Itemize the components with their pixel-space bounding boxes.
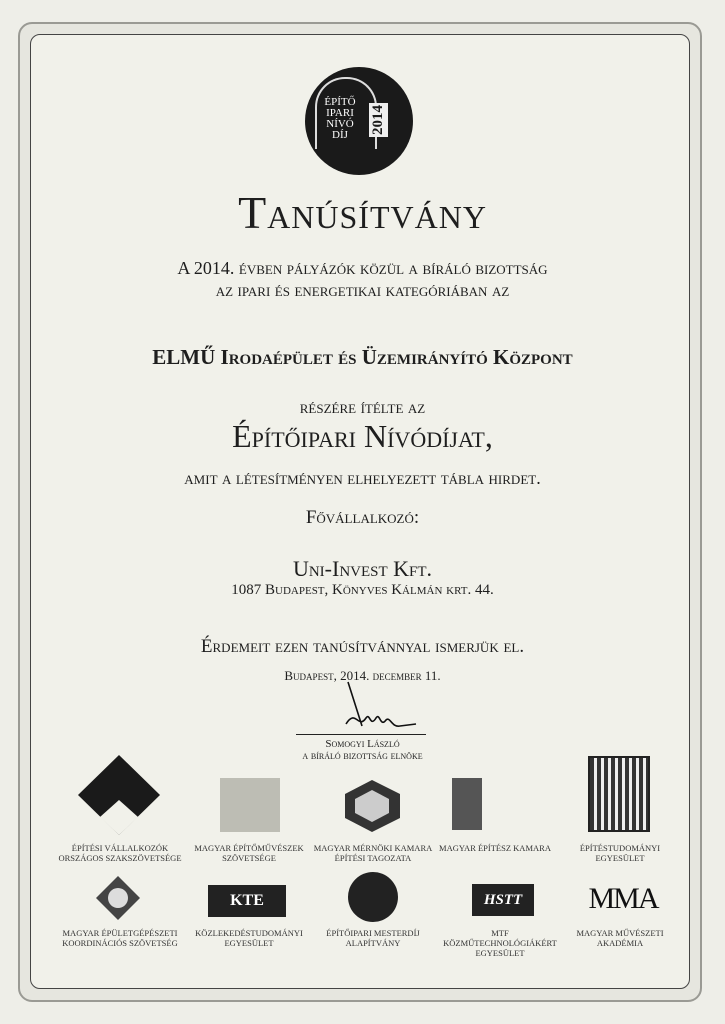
hstt-logo: HSTT [472,884,534,916]
mma-logo: MMA [588,882,658,915]
project-name: ELMŰ Irodaépület és Üzemirányító Központ [152,345,573,369]
org-caption: ÉPÍTÉSI VÁLLALKOZÓK ORSZÁGOS SZAKSZÖVETSÉGE [58,843,182,863]
ete-logo [588,756,650,832]
logo-year: 2014 [370,105,386,135]
org-caption: MAGYAR ÉPÜLETGÉPÉSZETI KOORDINÁCIÓS SZÖVETSÉG [62,928,178,948]
mesz-logo [220,778,280,832]
org-caption: MAGYAR MŰVÉSZETI AKADÉMIA [576,928,664,948]
signer-name: Somogyi László [325,738,400,750]
logo-text: NÍVÓ [326,118,354,130]
awarded-text: részére ítélte az [299,397,426,417]
org-caption: MAGYAR ÉPÍTÉSZ KAMARA [439,843,551,853]
contractor-label: Fővállalkozó: [305,507,420,528]
logo-text: DÍJ [332,129,348,141]
org-caption: MTF KÖZMŰTECHNOLÓGIÁKÉRT EGYESÜLET [443,928,557,958]
award-logo [305,67,413,175]
contractor-name: Uni-Invest Kft. [292,556,433,581]
meksz-logo [96,876,140,920]
kte-logo: KTE [208,885,286,917]
signature [296,678,426,738]
org-caption: MAGYAR MÉRNÖKI KAMARA ÉPÍTÉSI TAGOZATA [313,843,433,863]
award-name: Építőipari Nívódíjat, [232,418,493,454]
org-caption: KÖZLEKEDÉSTUDOMÁNYI EGYESÜLET [195,928,303,948]
evosz-logo [78,755,160,835]
mek-logo [452,778,482,830]
plaque-text: amit a létesítményen elhelyezett tábla hirdet. [184,468,541,488]
mmk-logo [345,780,400,832]
intro-line-2: az ipari és energetikai kategóriában az [215,280,510,300]
contractor-address: 1087 Budapest, Könyves Kálmán krt. 44. [231,582,494,598]
logo-text: IPARI [326,107,354,119]
org-caption: ÉPÍTÉSTUDOMÁNYI EGYESÜLET [579,843,661,863]
mesterdij-logo [348,872,398,922]
intro-line-1: A 2014. évben pályázók közül a bíráló bizottság [177,258,548,278]
date-place: Budapest, 2014. december 11. [284,668,441,683]
certificate-title: Tanúsítvány [238,187,487,238]
org-caption: ÉPÍTŐIPARI MESTERDÍJ ALAPÍTVÁNY [326,928,420,948]
signer-title: a bíráló bizottság elnöke [302,750,423,762]
org-caption: MAGYAR ÉPÍTŐMŰVÉSZEK SZÖVETSÉGE [194,843,304,863]
closing-text: Érdemeit ezen tanúsítvánnyal ismerjük el. [200,636,525,657]
signature-line [296,734,426,735]
logo-text: ÉPÍTŐ [324,96,356,108]
